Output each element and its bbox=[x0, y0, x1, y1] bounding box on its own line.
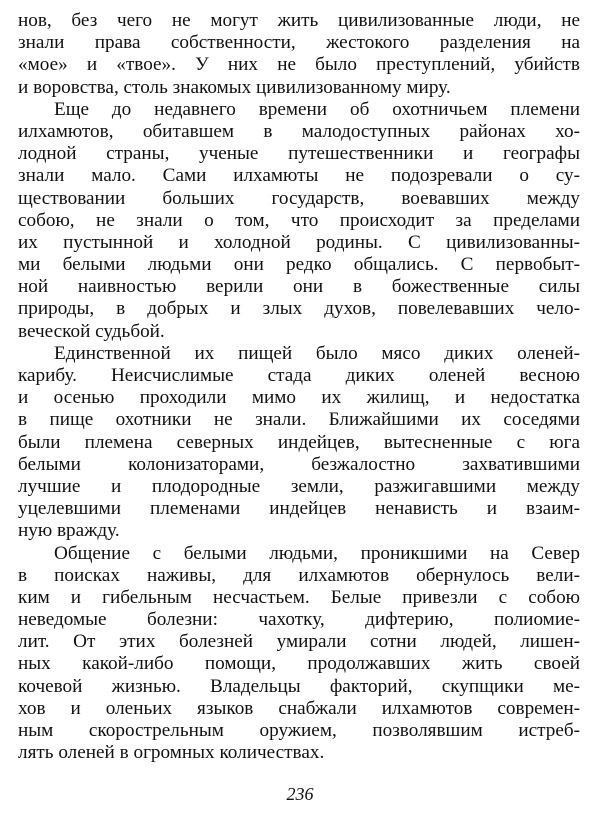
text-line: ным скорострельным оружием, позволявшим истреб- bbox=[18, 720, 580, 741]
paragraph-3 bbox=[18, 343, 580, 543]
text-line: веческой судьбой. bbox=[18, 320, 165, 342]
text-line: ной наивностью верили они в божественные силы bbox=[18, 276, 580, 298]
text-line: нов, без чего не могут жить цивилизованные люди, не bbox=[18, 10, 580, 31]
text-line: кочевой жизнью. Владельцы факторий, скупщики ме- bbox=[18, 675, 580, 697]
paragraph-1 bbox=[18, 10, 580, 99]
book-page bbox=[18, 10, 580, 764]
text-line: «мое» и «твое». У них не было преступлений, убийств bbox=[18, 54, 580, 76]
text-line: хов и оленьих языков снабжали илхамютов современ- bbox=[18, 697, 580, 719]
page-number: 236 bbox=[286, 784, 314, 804]
text-line: белыми колонизаторами, безжалостно захватившими bbox=[18, 453, 580, 475]
text-line: лять оленей в огромных количествах. bbox=[18, 742, 325, 764]
text-line: уцелевшими племенами индейцев ненависть и взаим- bbox=[18, 498, 580, 520]
text-line: ким и гибельным несчастьем. Белые привезли с собою bbox=[18, 586, 580, 608]
text-line: лучшие и плодородные земли, разжигавшими между bbox=[18, 475, 580, 497]
text-line: Общение с белыми людьми, проникшими на Север bbox=[54, 542, 580, 564]
text-line: лодной страны, ученые путешественники и географы bbox=[18, 143, 580, 165]
text-line: илхамютов, обитавшем в малодоступных районах хо- bbox=[18, 120, 580, 142]
paragraph-4 bbox=[18, 543, 580, 765]
text-line: и осенью проходили мимо их жилищ, и недостатка bbox=[18, 387, 580, 409]
text-line: природы, в добрых и злых духов, повелевавших чело- bbox=[18, 298, 580, 320]
text-line: в пище охотники не знали. Ближайшими их соседями bbox=[18, 409, 580, 431]
text-line: ную вражду. bbox=[18, 520, 120, 542]
text-line: в поисках наживы, для илхамютов обернулось вели- bbox=[18, 564, 580, 586]
text-line: карибу. Неисчислимые стада диких оленей весною bbox=[18, 365, 580, 386]
text-line: неведомые болезни: чахотку, дифтерию, полиомие- bbox=[18, 609, 580, 631]
text-line: знали мало. Сами илхамюты не подозревали о су- bbox=[18, 165, 580, 187]
paragraph-2 bbox=[18, 99, 580, 343]
text-line: собою, не знали о том, что происходит за пределами bbox=[18, 209, 580, 231]
text-line: лит. От этих болезней умирали сотни людей, лишен- bbox=[18, 631, 580, 653]
text-line: Единственной их пищей было мясо диких оленей- bbox=[54, 342, 580, 364]
text-line: Еще до недавнего времени об охотничьем племени bbox=[54, 98, 580, 120]
text-line: ществовании больших государств, воевавших между bbox=[18, 187, 580, 209]
text-line: знали права собственности, жестокого разделения на bbox=[18, 32, 580, 54]
text-line: были племена северных индейцев, вытесненные с юга bbox=[18, 431, 580, 453]
text-line: ми белыми людьми они редко общались. С первобыт- bbox=[18, 254, 580, 276]
text-line: их пустынной и холодной родины. С цивилизованны- bbox=[18, 231, 580, 253]
text-line: и воровства, столь знакомых цивилизованному миру. bbox=[18, 76, 451, 98]
text-line: ных какой-либо помощи, продолжавших жить своей bbox=[18, 653, 580, 675]
